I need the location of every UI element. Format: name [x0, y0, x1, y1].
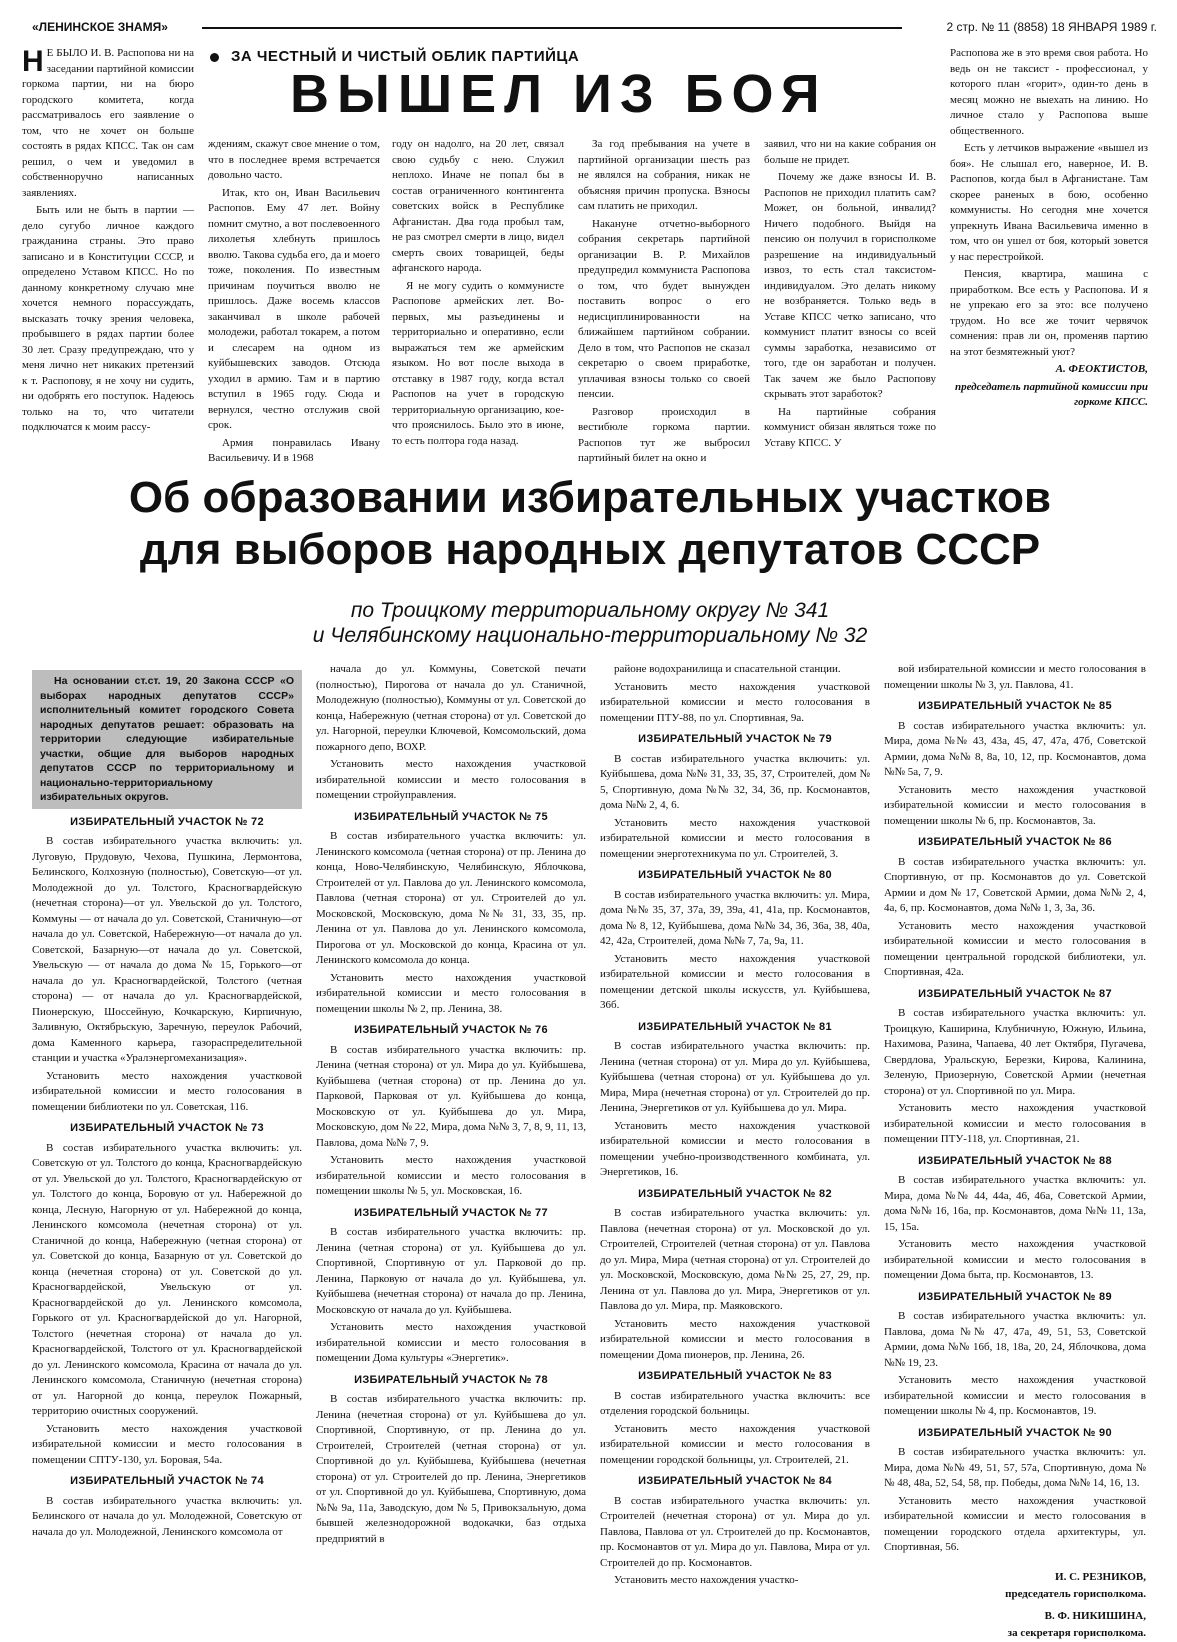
- precinct-paragraph: Установить место нахождения участковой избирательной комиссии и место голосования в помещении городской больницы, ул. Строителей, 21.: [600, 1422, 870, 1466]
- precinct-paragraph: В состав избирательного участка включить: пр. Ленина (четная сторона) от ул. Мира до ул. Куйбышева, Куйбышева (четная сторона) от ул. Куйбышева до ул. Мира, Мира (нечетная сторона) от ул. Строителей до пр. Ленина, Энергетиков от ул. Куйбышева до ул. Мира.: [600, 1040, 870, 1114]
- precinct-heading: ИЗБИРАТЕЛЬНЫЙ УЧАСТОК № 75: [354, 810, 548, 823]
- precinct-paragraph: В состав избирательного участка включить: ул. Мира, дома №№ 49, 51, 57, 57а, Спортивную, дома №№ 48, 48а, 52, 54, 58, пр. Победы, дома №№ 14, 16, 13.: [884, 1446, 1146, 1489]
- newspaper-name: «ЛЕНИНСКОЕ ЗНАМЯ»: [32, 20, 168, 34]
- decree-title-line-1: Об образовании избирательных участков: [128, 473, 1052, 522]
- decree-subtitle-line-1: по Троицкому территориальному округу № 341: [350, 599, 830, 622]
- precinct-paragraph: Установить место нахождения участковой избирательной комиссии и место голосования в помещении городского отдела архитектуры, ул. Спортивная, 56.: [884, 1494, 1146, 1553]
- precinct-paragraph: В состав избирательного участка включить: пр. Ленина (четная сторона) от ул. Куйбышева до ул. Спортивной, Спортивную от ул. Парковой до пр. Ленина, Парковую от начала до ул. Куйбышева, ул. Куйбышева (нечетная сторона) от начала до пр. Ленина, Московскую от начала до ул. Куйбышева.: [316, 1226, 586, 1316]
- precinct-paragraph: Установить место нахождения участко-: [614, 1574, 799, 1586]
- precinct-paragraph: В состав избирательного участка включить: ул. Мира, дома №№ 44, 44а, 46, 46а, Советской Армии, дома №№ 16, 16а, пр. Космонавтов, дома №№ 11, 13а, 15, 15а.: [884, 1174, 1146, 1233]
- precinct-heading: ИЗБИРАТЕЛЬНЫЙ УЧАСТОК № 88: [918, 1154, 1112, 1167]
- precinct-paragraph: вой избирательной комиссии и место голосования в помещении школы № 3, ул. Павлова, 41.: [884, 663, 1146, 691]
- precinct-paragraph: Установить место нахождения участковой избирательной комиссии и место голосования в помещении центральной городской библиотеки, ул. Спортивная, 42а.: [884, 919, 1146, 978]
- chairman-title: председатель горисполкома.: [1005, 1588, 1146, 1600]
- precinct-paragraph: Установить место нахождения участковой избирательной комиссии и место голосования в помещении школы № 5, ул. Московская, 16.: [316, 1154, 586, 1197]
- precinct-paragraph: В состав избирательного участка включить: все отделения городской больницы.: [600, 1389, 870, 1417]
- precinct-paragraph: Установить место нахождения участковой избирательной комиссии и место голосования в помещении школы № 4, пр. Космонавтов, 19.: [884, 1374, 1146, 1417]
- precinct-paragraph: начала до ул. Коммуны, Советской печати (полностью), Пирогова от начала до ул. Станичной, Молодежную (полностью), Коммуны от ул. Советской до конца, Набережную (четная сторона) от ул. Советской до ул. Нагорной, переулки Ключевой, Комсомольский, дома пожарного депо, ВОХР.: [316, 663, 586, 753]
- precinct-paragraph: районе водохранилища и спасательной станции.: [614, 663, 841, 675]
- precinct-paragraph: В состав избирательного участка включить: ул. Спортивную, от пр. Космонавтов до ул. Советской Армии и дом № 17, Советской Армии, дома №№ 2, 4, 4а, 6, пр. Космонавтов, дома №№ 1, 3, 3а, 36.: [884, 855, 1146, 914]
- decree-title-line-2: для выборов народных депутатов СССР: [139, 525, 1041, 574]
- precinct-paragraph: В состав избирательного участка включить: ул. Белинского от начала до ул. Молодежной, Советскую от начала до ул. Молодежной, Ленинского комсомола от: [32, 1494, 302, 1538]
- article1-column-5: заявил, что ни на какие собрания он больше не придет. Почему же даже взносы И. В. Распопов не приходил платить сам? Может, он больной, инвалид? Ничего подобного. Выйдя на пенсию он получил в горисполкоме разрешение на индивидуальный извоз, то есть стал таксистом-индивидуалом. Это делать никому не возбраняется. Только ведь в Уставе КПСС четко записано, что коммунист платит взносы со всей суммы заработка, независимо от того, где он заработан и получен. Так зачем же было Распопову скрывать этот заработок? На партийные собрания коммунист обязан являться тоже по Уставу КПСС. У: [764, 138, 936, 449]
- drop-cap: Н: [22, 45, 44, 78]
- article1-column-2: ждениям, скажут свое мнение о том, что в последнее время встречается довольно часто. Итак, кто он, Иван Васильевич Распопов. Ему 47 лет. Войну помнит смутно, а вот послевоенного лихолетья хлебнуть пришлось вволю. Такова судьба его, да и моего тоже, поколения. По известным причинам поучиться вволю не пришлось. Даже восемь классов заканчивал в школе рабочей молодежи, работал токарем, а потом и слесарем на одном из куйбышевских заводов. Отсюда уходил в армию. Там и в партию вступил в 1965 году. Сюда и вернулся, честно отслужив свой срок. Армия понравилась Ивану Васильевичу. И в 1968: [208, 138, 380, 464]
- precinct-paragraph: Установить место нахождения участковой избирательной комиссии и место голосования в помещении Дома культуры «Энергетик».: [316, 1321, 586, 1364]
- precinct-heading: ИЗБИРАТЕЛЬНЫЙ УЧАСТОК № 76: [354, 1024, 548, 1036]
- chairman-name: И. С. РЕЗНИКОВ,: [1055, 1570, 1146, 1583]
- precinct-paragraph: В состав избирательного участка включить: ул. Луговую, Прудовую, Чехова, Пушкина, Лермонтова, Белинского, Колхозную (полностью), Советскую—от ул. Молодежной до ул. Толстого, Красногвардейскую (нечетная сторона)—от ул. Увельской до ул. Толстого, Коммуны — от начала до ул. Советской, Станичную—от начала до ул. Советской, Набережную—от начала до ул. Советской, Базарную—от начала до ул. Советской, Увельскую — от начала до дома № 15, Горького—от начала до ул. Красногвардейской, Толстого (четная сторона) — от начала до ул. Красногвардейской, Пионерскую, Шоссейную, Кочкарскую, Кирпичную, Заливную, Октябрьскую, Заречную, переулок Рабочий, дома Каменного карьера, газораспределительной станции и участка «Уралэнергомеханизация».: [32, 835, 302, 1064]
- precinct-heading: ИЗБИРАТЕЛЬНЫЙ УЧАСТОК № 89: [918, 1290, 1112, 1303]
- secretary-title: за секретаря горисполкома.: [1007, 1627, 1146, 1639]
- precinct-heading: ИЗБИРАТЕЛЬНЫЙ УЧАСТОК № 79: [638, 733, 832, 745]
- precinct-heading: ИЗБИРАТЕЛЬНЫЙ УЧАСТОК № 87: [918, 987, 1112, 1000]
- decree-subtitle-line-2: и Челябинскому национально-территориальному № 32: [312, 624, 868, 647]
- precinct-paragraph: В состав избирательного участка включить: ул. Мира, дома №№ 43, 43а, 45, 47, 47а, 47б, Советской Армии, дома №№ 8, 8а, 10, 12, пр. Космонавтов, дома №№ 5а, 7, 9.: [884, 719, 1146, 778]
- precinct-heading: ИЗБИРАТЕЛЬНЫЙ УЧАСТОК № 83: [638, 1370, 832, 1382]
- precinct-paragraph: Установить место нахождения участковой избирательной комиссии и место голосования в помещении СПТУ-130, ул. Боровая, 54а.: [32, 1422, 302, 1466]
- precinct-paragraph: Установить место нахождения участковой избирательной комиссии и место голосования в помещении ПТУ-88, по ул. Спортивная, 9а.: [600, 680, 870, 724]
- article1-column-6: Распопова же в это время своя работа. Но ведь он не таксист - профессионал, у которого план «горит», один-то день в месяц можно не выехать на линию. Но личное стало у Распопова выше общественного. Есть у летчиков выражение «вышел из боя». Не слышал его, наверное, И. В. Распопов, когда был в Афганистане. Там скорее раненых в бою, особенно коммунисты. Но сегодня мне хочется упрекнуть Ивана Васильевича именно в том, что он ушел от боя, который зовется у нас перестройкой. Пенсия, квартира, машина с приработком. Все есть у Распопова. И я не упрекаю его за это: все получено трудом. Но все же точит червячок сомнения: прав ли он, променяв партию на этот безмятежный уют? А. ФЕОКТИСТОВ, председатель партийной комиссии при горкоме КПСС.: [950, 46, 1148, 464]
- decree-column-2: [316, 662, 586, 1612]
- article1-column-4: За год пребывания на учете в партийной организации шесть раз не являлся на собрания, никак не объясняя причин пропуска. Взносы сам платить не приходил. Накануне отчетно-выборного собрания секретарь партийной организации В. Р. Михайлов предупредил коммуниста Распопова о том, что будет вынужден поставить вопрос о его недисциплинированности на ближайшем партийном собрании. Дело в том, что Распопов не сказал секретарю о своем приработке, уплачивая взносы только со своей пенсии. Разговор происходил в вестибюле горкома партии. Распопов тут же выбросил партийный билет на окно и: [578, 138, 750, 464]
- precinct-paragraph: В состав избирательного участка включить: ул. Павлова (нечетная сторона) от ул. Московской до ул. Строителей, Строителей (четная сторона) от ул. Павлова до ул. Мира, Мира (четная сторона) от ул. Строителей до ул. Московской, Московскую, дома №№ 25, 27, 29, пр. Ленина от ул. Павлова до ул. Мира, Энергетиков от ул. Павлова до ул. Мира, пр. Маяковского.: [600, 1207, 870, 1312]
- precinct-heading: ИЗБИРАТЕЛЬНЫЙ УЧАСТОК № 73: [70, 1122, 264, 1134]
- precinct-paragraph: В состав избирательного участка включить: ул. Строителей (нечетная сторона) от ул. Мира до ул. Павлова, Павлова от ул. Строителей до пр. Космонавтов, пр. Космонавтов от ул. Мира до ул. Павлова, Мира от ул. Строителей до пр. Космонавтов.: [600, 1494, 870, 1569]
- precinct-paragraph: Установить место нахождения участковой избирательной комиссии и место голосования в помещении ПТУ-118, ул. Спортивная, 21.: [884, 1102, 1146, 1145]
- author-title: председатель партийной комиссии при горкоме КПСС.: [954, 380, 1148, 408]
- precinct-paragraph: Установить место нахождения участковой избирательной комиссии и место голосования в помещении стройуправления.: [316, 758, 586, 801]
- article1-column-3: году он надолго, на 20 лет, связал свою судьбу с нею. Служил неплохо. Иначе не попал бы в состав ограниченного контингента советских войск в Республике Афганистан. Два года пробыл там, не раз смотрел смерти в лицо, видел смерть своих товарищей, беды афганского народа. Я не могу судить о коммунисте Распопове армейских лет. Во-первых, мы разъединены и территориально и оперативно, если выражаться тем же армейским языком. Но вот после выхода в отставку в 1987 году, когда встал Распопов на учет в городскую территориальную организацию, кое-что прояснилось. Было это в июне, то есть полтора года назад.: [392, 138, 564, 447]
- precinct-heading: ИЗБИРАТЕЛЬНЫЙ УЧАСТОК № 81: [638, 1020, 832, 1033]
- precinct-paragraph: В состав избирательного участка включить: ул. Мира, дома №№ 35, 37, 37а, 39, 39а, 41, 41а, пр. Космонавтов, дома № 8, 12, Куйбышева, дома №№ 34, 36, 36а, 38, 40а, 42, 42а, Строителей, дома №№ 7, 7а, 9а, 11.: [600, 888, 870, 947]
- precinct-paragraph: Установить место нахождения участковой избирательной комиссии и место голосования в помещении энерготехникума по ул. Строителей, 3.: [600, 816, 870, 860]
- precinct-paragraph: Установить место нахождения участковой избирательной комиссии и место голосования в помещении школы № 2, пр. Ленина, 38.: [316, 971, 586, 1015]
- precinct-heading: ИЗБИРАТЕЛЬНЫЙ УЧАСТОК № 82: [638, 1187, 832, 1200]
- precinct-paragraph: В состав избирательного участка включить: ул. Павлова, дома №№ 47, 47а, 49, 51, 53, Советской Армии, дома №№ 16б, 18, 18а, 20, 24, Яблочкова, дома №№ 19, 23.: [884, 1310, 1146, 1369]
- precinct-heading: ИЗБИРАТЕЛЬНЫЙ УЧАСТОК № 78: [354, 1373, 548, 1386]
- author-name: А. ФЕОКТИСТОВ,: [1055, 363, 1148, 375]
- precinct-paragraph: Установить место нахождения участковой избирательной комиссии и место голосования в помещении библиотеки по ул. Советская, 116.: [32, 1069, 302, 1113]
- precinct-paragraph: Установить место нахождения участковой избирательной комиссии и место голосования в помещении детской школы искусств, ул. Куйбышева, 36б.: [600, 952, 870, 1011]
- precinct-paragraph: В состав избирательного участка включить: пр. Ленина (нечетная сторона) от ул. Куйбышева до ул. Спортивной, Спортивную, от пр. Ленина до ул. Строителей, Строителей (четная сторона) от ул. Спортивной до ул. Куйбышева, Куйбышева (нечетная сторона) от ул. Строителей до пр. Ленина, Энергетиков от ул. Спортивной до ул. Куйбышева, Спортивную, дома №№ 9а, 11а, Заводскую, дом № 5, Привокзальную, дома бывшей железнодорожной водокачки, баз отдыха предприятий в: [316, 1393, 586, 1545]
- precinct-heading: ИЗБИРАТЕЛЬНЫЙ УЧАСТОК № 85: [918, 700, 1112, 712]
- precinct-heading: ИЗБИРАТЕЛЬНЫЙ УЧАСТОК № 86: [918, 836, 1112, 848]
- precinct-heading: ИЗБИРАТЕЛЬНЫЙ УЧАСТОК № 74: [70, 1475, 264, 1487]
- precinct-heading: ИЗБИРАТЕЛЬНЫЙ УЧАСТОК № 80: [638, 869, 832, 881]
- decree-column-1: [32, 670, 302, 1610]
- article-headline: ВЫШЕЛ ИЗ БОЯ: [290, 64, 828, 124]
- masthead-rule: [202, 27, 902, 29]
- precinct-heading: ИЗБИРАТЕЛЬНЫЙ УЧАСТОК № 84: [638, 1475, 832, 1487]
- precinct-paragraph: Установить место нахождения участковой избирательной комиссии и место голосования в помещении школы № 6, пр. Космонавтов, 3а.: [884, 783, 1146, 827]
- precinct-heading: ИЗБИРАТЕЛЬНЫЙ УЧАСТОК № 77: [354, 1206, 548, 1219]
- masthead: [22, 18, 1157, 36]
- precinct-heading: ИЗБИРАТЕЛЬНЫЙ УЧАСТОК № 72: [70, 815, 264, 828]
- article-kicker: ЗА ЧЕСТНЫЙ И ЧИСТЫЙ ОБЛИК ПАРТИЙЦА: [210, 48, 579, 65]
- precinct-paragraph: Установить место нахождения участковой избирательной комиссии и место голосования в помещении Дома быта, пр. Космонавтов, 13.: [884, 1238, 1146, 1281]
- precinct-heading: ИЗБИРАТЕЛЬНЫЙ УЧАСТОК № 90: [918, 1426, 1112, 1439]
- precinct-paragraph: В состав избирательного участка включить: ул. Ленинского комсомола (четная сторона) от пр. Ленина до конца, Ново-Челябинскую, Челябинскую, Яблочкова, Строителей от ул. Павлова до ул. Ленинского комсомола, Павлова (четная сторона) от ул. Строителей до ул. Московской, Московскую, дома №№ 31, 33, 35, пр. Ленина от ул. Павлова до ул. Ленинского комсомола, Пирогова от ул. Московской до конца, Красина от ул. Ленинского комсомола до конца.: [316, 830, 586, 966]
- issue-info: 2 стр. № 11 (8858) 18 ЯНВАРЯ 1989 г.: [946, 20, 1157, 34]
- decree-column-3: [600, 662, 870, 1612]
- article1-column-1: Н Е БЫЛО И. В. Распопова ни на заседании партийной комиссии горкома партии, ни на бюро городского комитета, когда рассматривалось его заявление о том, что не хочет он больше состоять в рядах КПСС. Так он сам решил, о чем и уведомил в собственноручно написанных заявлениях. Быть или не быть в партии — дело сугубо личное каждого гражданина страны. Это право записано и в Конституции СССР, и определено Уставом КПСС. Но по данному конкретному случаю мне хочется немного порассуждать, высказать точку зрения человека, пробывшего в рядах партии более 30 лет. Сразу предупреждаю, что у меня лично нет никаких претензий к т. Распопову, я не хочу ни судить, ни одобрять его поступок. Надеюсь только на то, что читатели подключатся к моим рассу-: [22, 45, 194, 433]
- precinct-paragraph: Установить место нахождения участковой избирательной комиссии и место голосования в помещении учебно-производственного комбината, ул. Энергетиков, 16.: [600, 1119, 870, 1178]
- precinct-paragraph: В состав избирательного участка включить: пр. Ленина (четная сторона) от ул. Мира до ул. Куйбышева, Куйбышева (четная сторона) от пр. Ленина до ул. Парковой, Парковая от ул. Куйбышева до конца, Московскую от ул. Куйбышева до ул. Мира, Московскую, дом № 22, Мира, дома №№ 3, 7, 8, 9, 11, 13, Павлова, дома №№ 7, 9.: [316, 1043, 586, 1149]
- precinct-paragraph: В состав избирательного участка включить: ул. Троицкую, Каширина, Клубничную, Южную, Ильина, Нахимова, Разина, Чапаева, 40 лет Октября, Пугачева, Свердлова, Уральскую, Березки, Кирова, Калинина, Зеленую, Приозерную, Советской Армии (нечетная сторона) от ул. Спортивной по ул. Мира.: [884, 1007, 1146, 1097]
- decree-preamble: На основании ст.ст. 19, 20 Закона СССР «О выборах народных депутатов СССР» исполнительный комитет городского Совета народных депутатов решает: образовать на территории следующие избирательные участки, общие для выборов народных депутатов СССР по территориальному и национально-территориальному избирательных округов.: [32, 670, 302, 809]
- precinct-paragraph: В состав избирательного участка включить: ул. Куйбышева, дома №№ 31, 33, 35, 37, Строителей, дом № 5, Спортивную, дома №№ 32, 34, 36, пр. Космонавтов, дома №№ 2, 4, 6.: [600, 752, 870, 811]
- bullet-icon: [210, 53, 219, 62]
- precinct-paragraph: В состав избирательного участка включить: ул. Советскую от ул. Толстого до конца, Красногвардейскую от ул. Увельской до ул. Толстого, Красногвардейскую от ул. Толстого до конца, Боровую от ул. Набережной до конца, Лесную, Нагорную от ул. Набережной до конца, Ленинского комсомола (нечетная сторона) от ул. Станичной до конца, Набережную (четная сторона) от ул. Советской до конца, Базарную от ул. Советской до конца (нечетная сторона) от ул. Советской до ул. Красногвардейской, Увельскую от ул. Красногвардейской до ул. Ленинского комсомола, Горького от ул. Красногвардейской до ул. Нагорной, Толстого (нечетная сторона) от начала до ул. Красногвардейской, Толстого от ул. Красногвардейской до ул. Ленинского комсомола, Красина от начала до ул. Ленинского комсомола, Станичную (нечетная сторона) от ул. Нагорной до конца, переулок Пожарный, территорию очистных сооружений.: [32, 1141, 302, 1417]
- precinct-paragraph: Установить место нахождения участковой избирательной комиссии и место голосования в помещении Дома пионеров, пр. Ленина, 26.: [600, 1317, 870, 1361]
- secretary-name: В. Ф. НИКИШИНА,: [1044, 1609, 1146, 1622]
- decree-column-4: [884, 662, 1146, 1639]
